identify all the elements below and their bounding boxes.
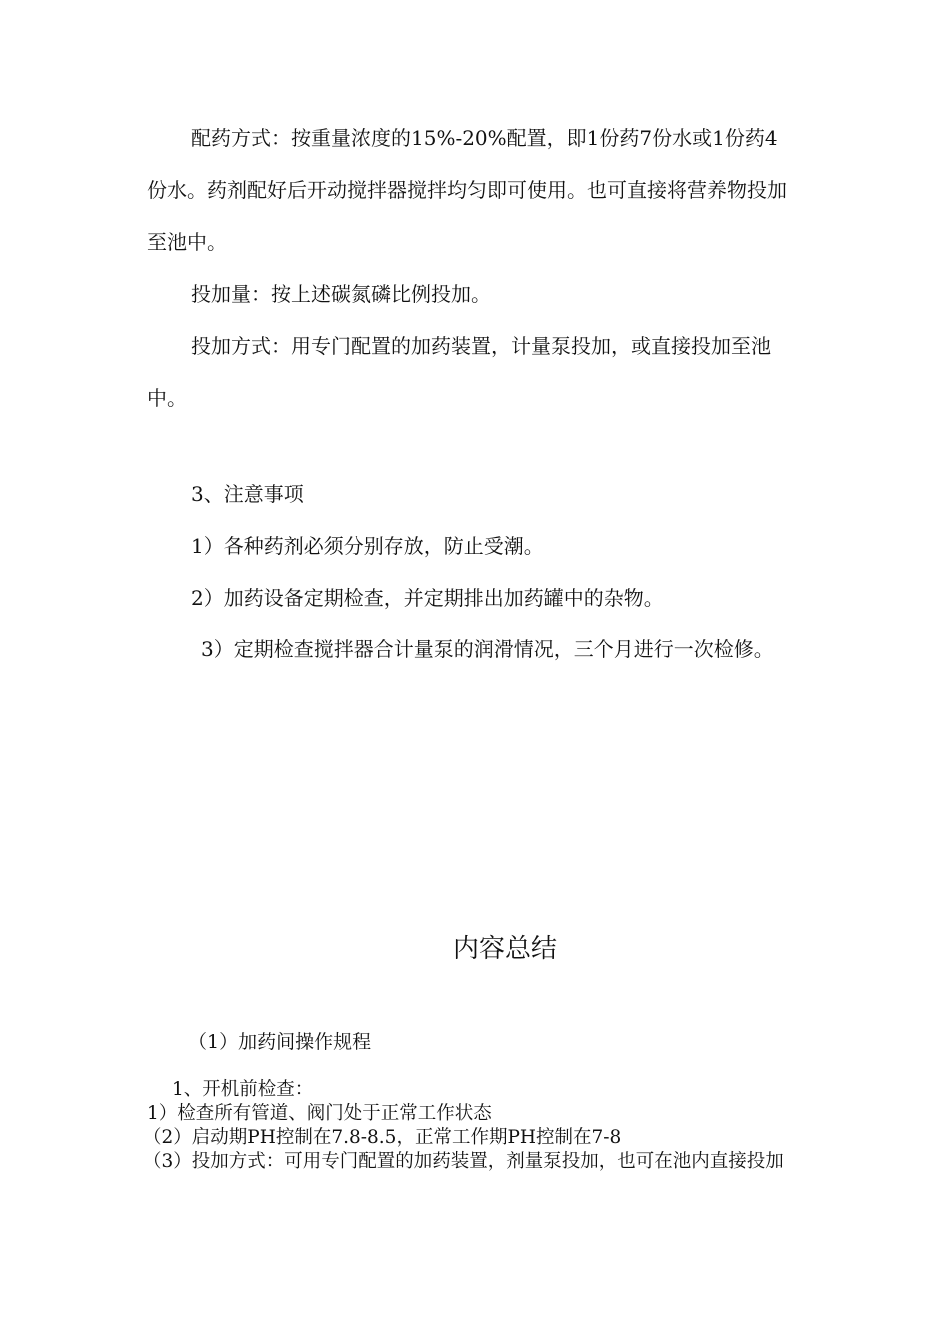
precaution-item: 1）各种药剂必须分别存放，防止受潮。 (191, 534, 544, 558)
summary-line: （3）投加方式：可用专门配置的加药装置，剂量泵投加，也可在池内直接投加 (143, 1151, 784, 1172)
paragraph-feeding-method: 投加方式：用专门配置的加药装置，计量泵投加，或直接投加至池中。 (147, 334, 771, 410)
summary-title: 内容总结 (452, 934, 557, 964)
section-heading-precautions: 3、注意事项 (191, 482, 304, 506)
paragraph-dosage: 投加量：按上述碳氮磷比例投加。 (191, 282, 491, 306)
precaution-item: 3）定期检查搅拌器合计量泵的润滑情况，三个月进行一次检修。 (201, 637, 774, 661)
precaution-item: 2）加药设备定期检查，并定期排出加药罐中的杂物。 (191, 586, 664, 610)
summary-line: 1、开机前检查： (172, 1079, 314, 1100)
paragraph-dosing-method: 配药方式：按重量浓度的15%-20%配置，即1份药7份水或1份药4份水。药剂配好后开动搅拌器搅拌均匀即可使用。也可直接将营养物投加至池中。 (147, 126, 787, 254)
summary-line: （2）启动期PH控制在7.8-8.5，正常工作期PH控制在7-8 (143, 1127, 622, 1148)
summary-line: 1）检查所有管道、阀门处于正常工作状态 (147, 1103, 492, 1124)
summary-subtitle: （1）加药间操作规程 (188, 1031, 372, 1053)
